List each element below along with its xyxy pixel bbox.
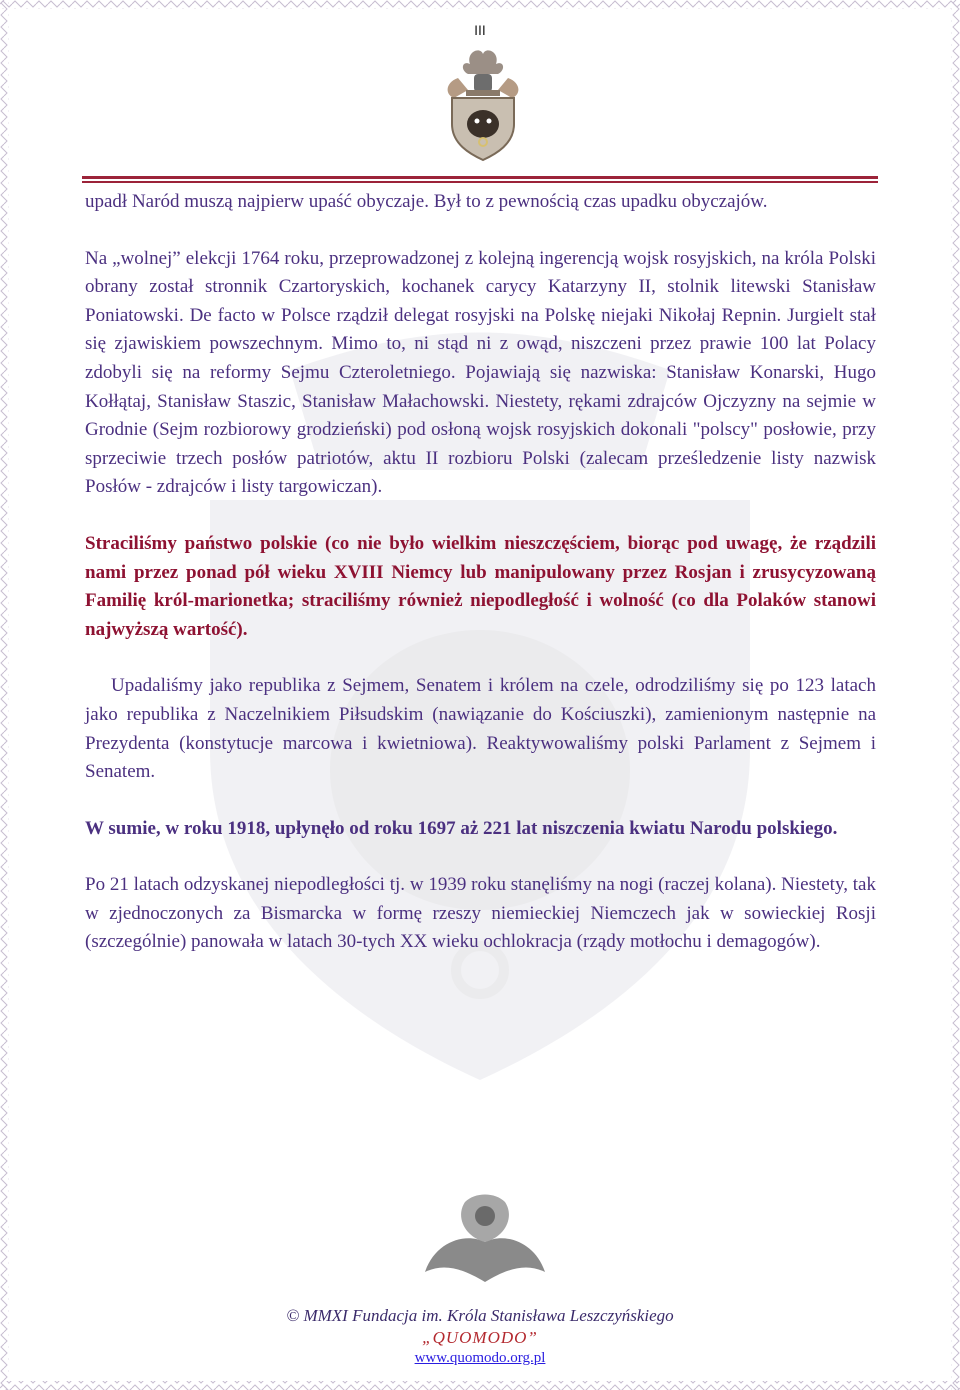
top-divider (82, 176, 878, 183)
footer-foundation-name: „QUOMODO” (422, 1328, 538, 1347)
paragraph: Upadaliśmy jako republika z Sejmem, Senatem i królem na czele, odrodziliśmy się po 123 latach jako republika z Naczelnikiem Piłsudskim (nawiązanie do Kościuszki), zamienionym następnie na Prezydenta (konstytucje marcowa i kwietniowa). Reaktywowaliśmy polski Parlament z Sejmem i Senatem. (85, 675, 876, 783)
paragraph: Na „wolnej” elekcji 1764 roku, przeprowadzonej z kolejną ingerencją wojsk rosyjskich, na króla Polski obrany został stronnik Czartoryskich, kochanek carycy Katarzyny II, stolnik litewski Stanisław Poniatowski. De facto w Polsce rządził delegat rosyjski na Polskę niejaki Nikołaj Repnin. Jurgielt stał się zjawiskiem powszechnym. Mimo to, ni stąd ni z owąd, niszczeni przez prawie 100 lat Polacy zdobyli się na reformy Sejmu Czteroletniego. Pojawiają się nazwiska: Stanisław Konarski, Hugo Kołłątaj, Stanisław Staszic, Stanisław Małachowski. Niestety, rękami zdrajców Ojczyzny na sejmie w Grodnie (Sejm rozbiorowy grodzieński) pod osłoną wojsk rosyjskich dokonali "polscy" posłowie, przy sprzeciwie trzech posłów patriotów, aktu II rozbioru Polski (zalecam prześledzenie listy nazwisk Posłów - zdrajców i listy targowiczan). (85, 247, 876, 498)
paragraph-emphasis: W sumie, w roku 1918, upłynęło od roku 1697 aż 221 lat niszczenia kwiatu Narodu polskiego. (85, 817, 838, 839)
footer-copyright: © MMXI Fundacja im. Króla Stanisława Leszczyńskiego (286, 1306, 674, 1325)
paragraph: Po 21 latach odzyskanej niepodległości tj. w 1939 roku stanęliśmy na nogi (raczej kolana). Niestety, tak w zjednoczonych za Bismarcka w formę rzeszy niemieckiej Niemczech jak w sowieckiej Rosji (szczególnie) panowała w latach 30-tych XX wieku ochlokracja (rządy motłochu i demagogów). (85, 874, 876, 953)
footer-website-link[interactable]: www.quomodo.org.pl (414, 1350, 546, 1366)
coat-of-arms-icon (440, 44, 526, 162)
ornament-icon (405, 1182, 565, 1300)
paragraph-emphasis: Straciliśmy państwo polskie (co nie było wielkim nieszczęściem, biorąc pod uwagę, że rządzili nami przez ponad pół wieku XVIII Niemcy lub manipulowany przez Rosjan i zrusycyzowaną Familię król-marionetka; straciliśmy również niepodległość i wolność (co dla Polaków stanowi najwyższą wartość). (85, 532, 876, 640)
paragraph: upadł Naród muszą najpierw upaść obyczaje. Był to z pewnością czas upadku obyczajów. (85, 191, 768, 212)
document-body (85, 188, 876, 957)
page-number: III (474, 22, 486, 38)
